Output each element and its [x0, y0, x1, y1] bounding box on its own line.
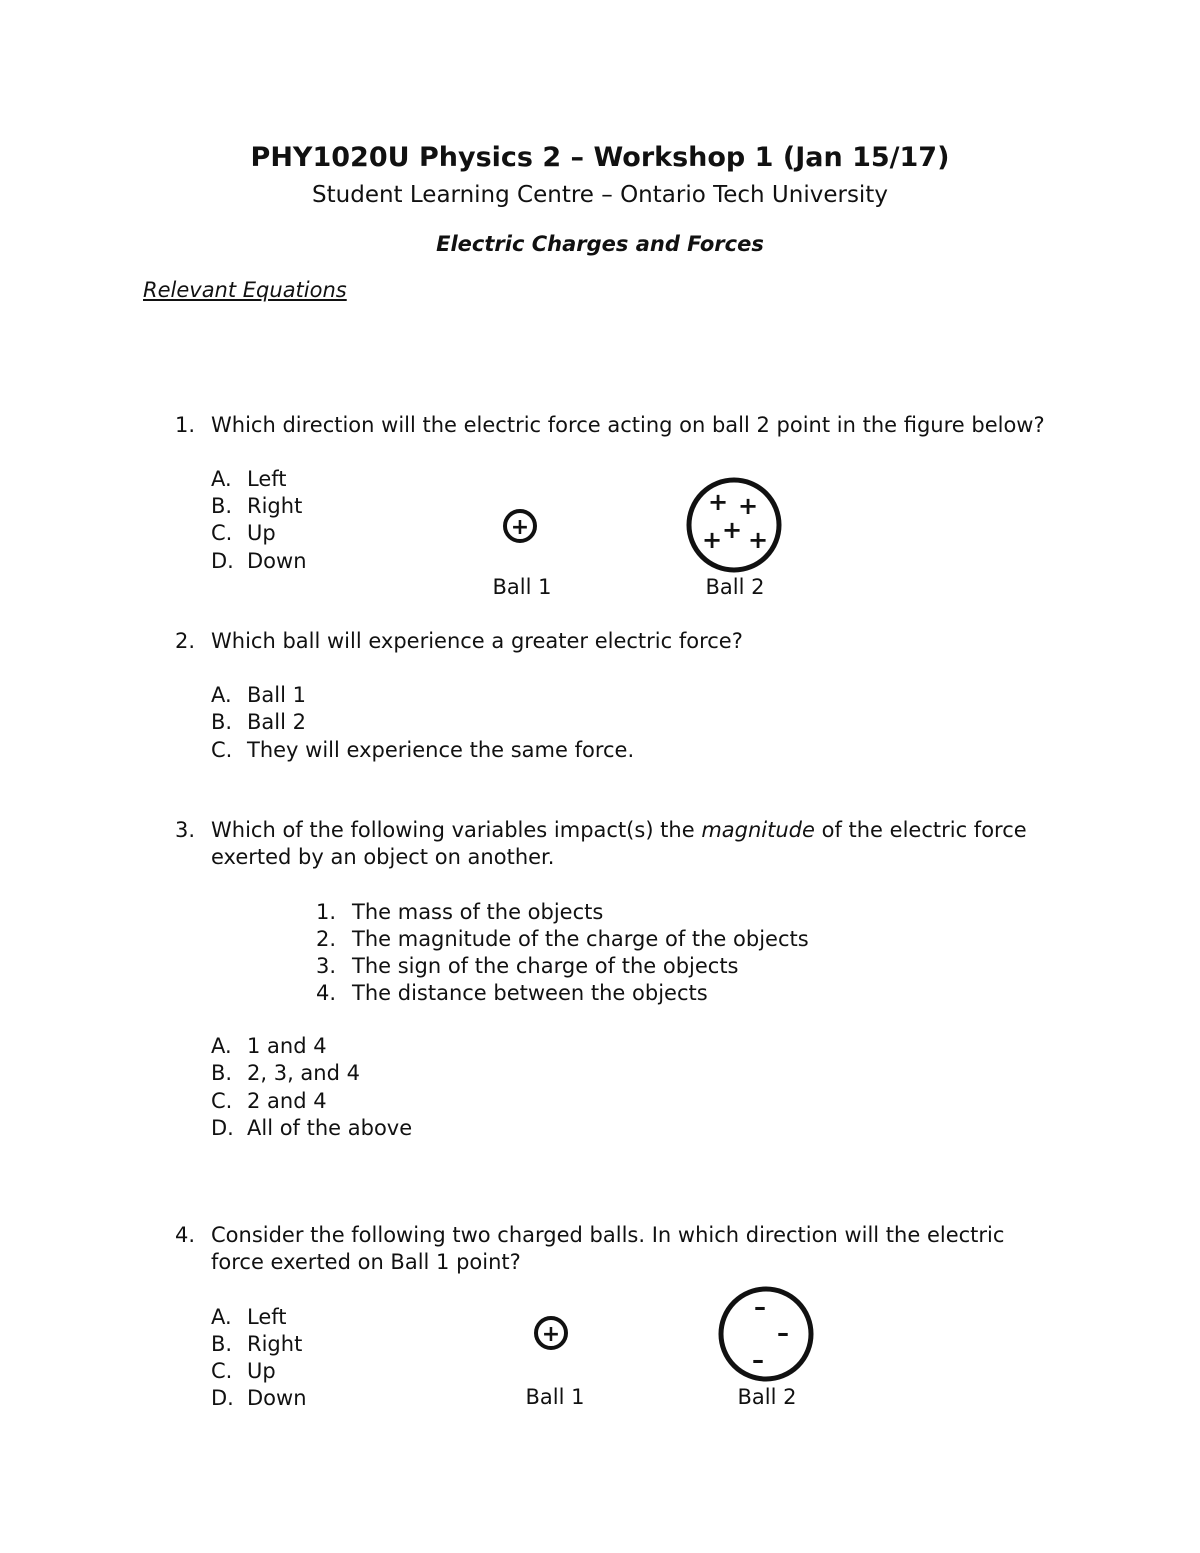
q2-number: 2. — [175, 629, 196, 653]
q3-statement-1-number: 1. — [316, 900, 337, 924]
q4-option-b-letter: B. — [211, 1332, 233, 1356]
q3-option-a-letter: A. — [211, 1034, 232, 1058]
q2-option-a-letter: A. — [211, 683, 232, 707]
q4-ball2-figure — [717, 1285, 815, 1383]
q1-option-a: Left — [247, 467, 287, 491]
q4-option-a-letter: A. — [211, 1305, 232, 1329]
q4-option-d: Down — [247, 1386, 307, 1410]
q3-option-d: All of the above — [247, 1116, 413, 1140]
q4-option-b: Right — [247, 1332, 303, 1356]
q3-text-line1 — [211, 817, 1071, 844]
q3-text-after: of the electric force — [814, 818, 1027, 842]
q3-statement-1: The mass of the objects — [352, 900, 604, 924]
q4-ball1-label: Ball 1 — [525, 1385, 585, 1409]
q2-option-b: Ball 2 — [247, 710, 306, 734]
q1-number: 1. — [175, 413, 196, 437]
q4-number: 4. — [175, 1223, 196, 1247]
q4-ball1-sign: + — [541, 1322, 561, 1347]
q3-text-emphasis: magnitude — [701, 818, 815, 842]
q3-option-b-letter: B. — [211, 1061, 233, 1085]
q4-option-d-letter: D. — [211, 1386, 234, 1410]
q1-ball1-label: Ball 1 — [492, 575, 552, 599]
q4-ball2-sign-3: – — [752, 1346, 764, 1374]
q1-text: Which direction will the electric force acting on ball 2 point in the figure below? — [211, 413, 1045, 437]
q3-option-a: 1 and 4 — [247, 1034, 327, 1058]
q1-ball2-label: Ball 2 — [705, 575, 765, 599]
q3-statement-2: The magnitude of the charge of the objects — [352, 927, 809, 951]
q4-text-line2: force exerted on Ball 1 point? — [211, 1250, 521, 1274]
q4-ball2-sign-1: – — [754, 1293, 766, 1321]
q1-option-c: Up — [247, 521, 276, 545]
q1-ball1-sign: + — [510, 515, 530, 540]
q1-ball1-figure — [502, 508, 538, 544]
q1-ball2-sign-1: + — [707, 488, 729, 516]
q3-statement-4: The distance between the objects — [352, 981, 708, 1005]
q3-statement-3-number: 3. — [316, 954, 337, 978]
relevant-equations-heading: Relevant Equations — [143, 278, 347, 302]
page-title: PHY1020U Physics 2 – Workshop 1 (Jan 15/17) — [250, 142, 950, 173]
q2-text: Which ball will experience a greater electric force? — [211, 629, 743, 653]
q2-option-b-letter: B. — [211, 710, 233, 734]
q2-option-c: They will experience the same force. — [247, 738, 635, 762]
q2-option-c-letter: C. — [211, 738, 233, 762]
q1-ball2-sign-2: + — [737, 492, 759, 520]
q1-option-d: Down — [247, 549, 307, 573]
topic-heading: Electric Charges and Forces — [436, 232, 764, 256]
q4-ball1-figure — [533, 1315, 569, 1351]
q3-text-line2: exerted by an object on another. — [211, 845, 555, 869]
q1-option-c-letter: C. — [211, 521, 233, 545]
q4-ball2-sign-2: – — [777, 1319, 789, 1347]
q3-statement-3: The sign of the charge of the objects — [352, 954, 739, 978]
q4-option-a: Left — [247, 1305, 287, 1329]
q3-option-d-letter: D. — [211, 1116, 234, 1140]
q1-option-d-letter: D. — [211, 549, 234, 573]
q1-ball2-figure — [685, 476, 783, 574]
q3-option-c-letter: C. — [211, 1089, 233, 1113]
q1-option-a-letter: A. — [211, 467, 232, 491]
q1-ball2-sign-3: + — [721, 516, 743, 544]
q1-option-b-letter: B. — [211, 494, 233, 518]
q1-ball2-sign-5: + — [747, 526, 769, 554]
q3-option-c: 2 and 4 — [247, 1089, 327, 1113]
q1-option-b: Right — [247, 494, 303, 518]
q4-ball2-label: Ball 2 — [737, 1385, 797, 1409]
q4-option-c-letter: C. — [211, 1359, 233, 1383]
q4-option-c: Up — [247, 1359, 276, 1383]
q1-ball2-sign-4: + — [701, 526, 723, 554]
q3-statement-2-number: 2. — [316, 927, 337, 951]
q3-number: 3. — [175, 818, 196, 842]
q3-option-b: 2, 3, and 4 — [247, 1061, 360, 1085]
q2-option-a: Ball 1 — [247, 683, 306, 707]
page-subtitle: Student Learning Centre – Ontario Tech University — [312, 182, 888, 208]
q3-statement-4-number: 4. — [316, 981, 337, 1005]
q3-text-before: Which of the following variables impact(s) the — [211, 818, 702, 842]
q4-text-line1: Consider the following two charged balls. In which direction will the electric — [211, 1223, 1005, 1247]
